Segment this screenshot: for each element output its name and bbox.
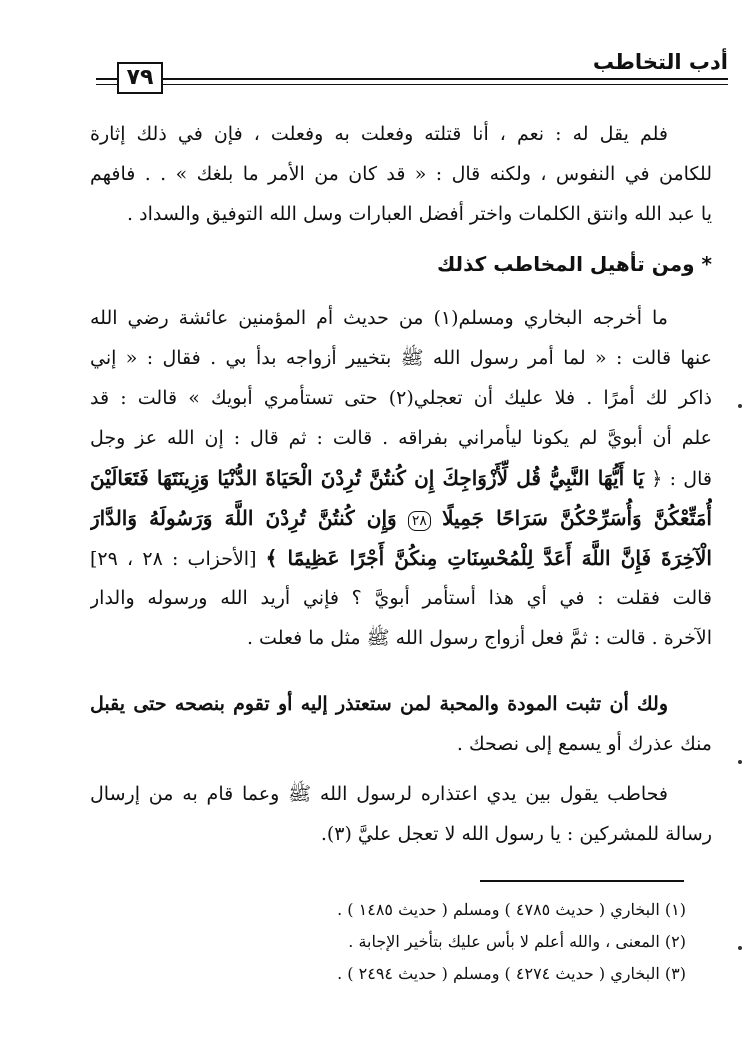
scan-mark xyxy=(738,404,742,408)
text-line: علم أن أبويَّ لم يكونا ليأمراني بفراقه . قالت : ثم قال : إن الله عز وجل xyxy=(90,427,712,449)
text-line: ما أخرجه البخاري ومسلم(١) من حديث أم المؤمنين عائشة رضي الله xyxy=(90,307,668,329)
paragraph-3 xyxy=(90,684,712,764)
paragraph-4 xyxy=(90,774,712,854)
ayah-number: ٢٨ xyxy=(408,511,431,531)
text-line: عنها قالت : « لما أمر رسول الله ﷺ بتخيير أزواجه بدأ بي . فقال : « إني xyxy=(90,347,712,369)
text-line: للكامن في النفوس ، ولكنه قال : « قد كان من الأمر ما بلغك » . . فافهم xyxy=(90,163,712,185)
text-line: ولك أن تثبت المودة والمحبة لمن ستعتذر إليه أو تقوم بنصحه حتى يقبل xyxy=(90,693,668,715)
scan-mark xyxy=(738,760,742,764)
text-line: ذاكر لك أمرًا . فلا عليك أن تعجلي(٢) حتى تستأمري أبويك » قالت : قد xyxy=(90,387,712,409)
quran-verse-text: أُمَتِّعْكُنَّ وَأُسَرِّحْكُنَّ سَرَاحًا جَمِيلًا xyxy=(442,506,712,530)
text-line: فلم يقل له : نعم ، أنا قتلته وفعلت به وفعلت ، فإن في ذلك إثارة xyxy=(90,123,668,145)
text-line: يا عبد الله وانتق الكلمات واختر أفضل العبارات وسل الله التوفيق والسداد . xyxy=(127,203,712,225)
footnote-rule xyxy=(480,880,684,882)
scan-mark xyxy=(738,946,742,950)
footnote-1: (١) البخاري ( حديث ٤٧٨٥ ) ومسلم ( حديث ١٤٨٥ ) . xyxy=(337,900,686,919)
text-line: رسالة للمشركين : يا رسول الله لا تعجل عليَّ (٣). xyxy=(320,823,712,845)
quran-line-3 xyxy=(90,538,712,578)
header-rule-left xyxy=(96,78,116,85)
text-line: فحاطب يقول بين يدي اعتذاره لرسول الله ﷺ وعما قام به من إرسال xyxy=(90,783,668,805)
section-heading: * ومن تأهيل المخاطب كذلك xyxy=(436,252,712,276)
quran-verse-text: الْآخِرَةَ فَإِنَّ اللَّهَ أَعَدَّ لِلْمُحْسِنَاتِ مِنكُنَّ أَجْرًا عَظِيمًا ﴾ xyxy=(265,546,712,570)
header-rule xyxy=(98,78,728,85)
text-line: قالت فقلت : في أي هذا أستأمر أبويَّ ؟ فإني أريد الله ورسوله والدار xyxy=(90,587,712,609)
page-number-box xyxy=(117,62,163,94)
paragraph-2 xyxy=(90,298,712,658)
text-line: الآخرة . قالت : ثمَّ فعل أزواج رسول الله ﷺ مثل ما فعلت . xyxy=(246,627,712,649)
quran-open: قال : ﴿ xyxy=(651,468,712,490)
paragraph-1 xyxy=(90,114,712,234)
quran-reference: [الأحزاب : ٢٨ ، ٢٩] xyxy=(90,548,257,570)
footnote-3: (٣) البخاري ( حديث ٤٢٧٤ ) ومسلم ( حديث ٢٤٩٤ ) . xyxy=(337,964,686,983)
quran-verse-text: يَا أَيُّهَا النَّبِيُّ قُل لِّأَزْوَاجِكَ إِن كُنتُنَّ تُرِدْنَ الْحَيَاةَ الدُّنْيَا وَزِينَتَهَا فَتَعَالَيْنَ xyxy=(90,466,644,490)
footnote-2: (٢) المعنى ، والله أعلم لا بأس عليك بتأخير الإجابة . xyxy=(348,932,686,951)
quran-line-1 xyxy=(90,458,712,498)
running-header-title: أدب التخاطب xyxy=(592,50,728,74)
text-line: منك عذرك أو يسمع إلى نصحك . xyxy=(456,733,712,755)
page-number: ٧٩ xyxy=(126,65,154,90)
quran-line-2 xyxy=(90,498,712,538)
quran-verse-text: وَإِن كُنتُنَّ تُرِدْنَ اللَّهَ وَرَسُولَهُ وَالدَّارَ xyxy=(90,506,397,530)
